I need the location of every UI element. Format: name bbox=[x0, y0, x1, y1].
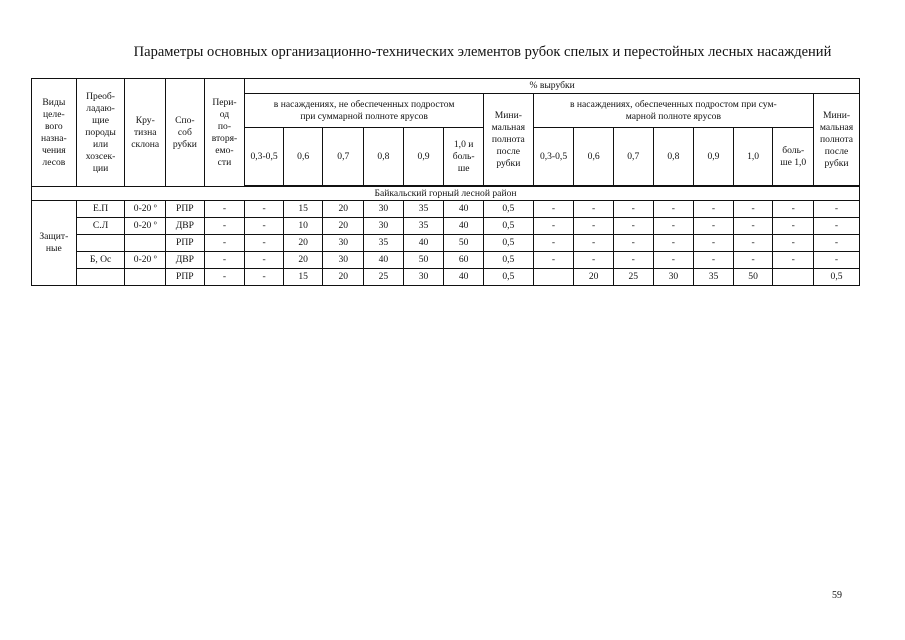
data-cell: - bbox=[733, 252, 773, 269]
method-cell: РПР bbox=[166, 201, 205, 218]
species-cell bbox=[76, 269, 125, 286]
subheader-unsecured: 0,3-0,5 bbox=[245, 128, 284, 186]
min-density-cell: 0,5 bbox=[814, 269, 860, 286]
parameters-table bbox=[31, 78, 860, 286]
min-density-cell: - bbox=[814, 201, 860, 218]
header-purpose: Виды целе- вого назна- чения лесов bbox=[32, 79, 77, 187]
data-cell: 60 bbox=[444, 252, 484, 269]
subheader-secured: 1,0 bbox=[733, 128, 773, 186]
data-cell: - bbox=[613, 218, 653, 235]
period-cell: - bbox=[204, 269, 245, 286]
data-cell: - bbox=[773, 201, 814, 218]
subheader-unsecured: 0,8 bbox=[364, 128, 404, 186]
data-cell: - bbox=[694, 201, 734, 218]
slope-cell: 0-20 º bbox=[125, 201, 166, 218]
header-min-density-2: Мини- мальная полнота после рубки bbox=[814, 94, 860, 186]
data-cell: 20 bbox=[323, 201, 364, 218]
header-method: Спо- соб рубки bbox=[166, 79, 205, 187]
data-cell: 40 bbox=[444, 269, 484, 286]
data-cell bbox=[773, 269, 814, 286]
data-cell: - bbox=[245, 269, 284, 286]
data-cell bbox=[533, 269, 574, 286]
data-cell: - bbox=[733, 218, 773, 235]
period-cell: - bbox=[204, 235, 245, 252]
data-cell: - bbox=[245, 252, 284, 269]
min-density-cell: - bbox=[814, 252, 860, 269]
subheader-unsecured: 0,7 bbox=[323, 128, 364, 186]
subheader-unsecured: 0,6 bbox=[283, 128, 323, 186]
data-cell: 40 bbox=[444, 218, 484, 235]
page-number: 59 bbox=[832, 590, 842, 601]
data-cell: 30 bbox=[364, 201, 404, 218]
min-density-cell: 0,5 bbox=[483, 218, 533, 235]
data-cell: 40 bbox=[403, 235, 444, 252]
method-cell: ДВР bbox=[166, 252, 205, 269]
data-cell: - bbox=[574, 252, 614, 269]
data-cell: 25 bbox=[613, 269, 653, 286]
data-cell: - bbox=[613, 252, 653, 269]
data-cell: - bbox=[653, 218, 694, 235]
slope-cell bbox=[125, 235, 166, 252]
data-cell: 40 bbox=[364, 252, 404, 269]
species-cell: Е.П bbox=[76, 201, 125, 218]
data-cell: 15 bbox=[283, 269, 323, 286]
slope-cell bbox=[125, 269, 166, 286]
data-cell: - bbox=[574, 235, 614, 252]
method-cell: РПР bbox=[166, 235, 205, 252]
data-cell: - bbox=[533, 235, 574, 252]
data-cell: - bbox=[773, 218, 814, 235]
subheader-secured: боль- ше 1,0 bbox=[773, 128, 814, 186]
data-cell: 25 bbox=[364, 269, 404, 286]
data-cell: - bbox=[574, 218, 614, 235]
data-cell: - bbox=[245, 218, 284, 235]
header-group-secured: в насаждениях, обеспеченных подростом при сум- марной полноте ярусов bbox=[533, 94, 813, 128]
data-cell: - bbox=[574, 201, 614, 218]
header-period: Пери- од по- вторя- емо- сти bbox=[204, 79, 245, 187]
data-cell: 30 bbox=[323, 235, 364, 252]
data-cell: 20 bbox=[323, 218, 364, 235]
page-title: Параметры основных организационно-технических элементов рубок спелых и перестойных лесных насаждений bbox=[133, 44, 832, 60]
header-min-density-1: Мини- мальная полнота после рубки bbox=[483, 94, 533, 186]
min-density-cell: 0,5 bbox=[483, 201, 533, 218]
data-cell: 35 bbox=[364, 235, 404, 252]
data-cell: 15 bbox=[283, 201, 323, 218]
subheader-secured: 0,6 bbox=[574, 128, 614, 186]
subheader-unsecured: 1,0 и боль- ше bbox=[444, 128, 484, 186]
data-cell: - bbox=[694, 252, 734, 269]
data-cell: 50 bbox=[444, 235, 484, 252]
data-cell: - bbox=[653, 235, 694, 252]
data-cell: - bbox=[773, 252, 814, 269]
data-cell: - bbox=[613, 201, 653, 218]
data-cell: 35 bbox=[403, 218, 444, 235]
data-cell: - bbox=[533, 252, 574, 269]
subheader-secured: 0,9 bbox=[694, 128, 734, 186]
header-species: Преоб- ладаю- щие породы или хозсек- ции bbox=[76, 79, 125, 187]
min-density-cell: - bbox=[814, 218, 860, 235]
method-cell: ДВР bbox=[166, 218, 205, 235]
data-cell: - bbox=[733, 235, 773, 252]
data-cell: 10 bbox=[283, 218, 323, 235]
data-cell: 30 bbox=[364, 218, 404, 235]
data-cell: 20 bbox=[323, 269, 364, 286]
subheader-secured: 0,3-0,5 bbox=[533, 128, 574, 186]
data-cell: 50 bbox=[733, 269, 773, 286]
data-cell: 35 bbox=[694, 269, 734, 286]
data-cell: - bbox=[245, 235, 284, 252]
data-cell: - bbox=[653, 201, 694, 218]
data-cell: 30 bbox=[403, 269, 444, 286]
data-cell: - bbox=[773, 235, 814, 252]
data-cell: - bbox=[694, 235, 734, 252]
data-cell: 30 bbox=[323, 252, 364, 269]
data-cell: - bbox=[533, 218, 574, 235]
header-slope: Кру- тизна склона bbox=[125, 79, 166, 187]
period-cell: - bbox=[204, 252, 245, 269]
data-cell: 20 bbox=[574, 269, 614, 286]
period-cell: - bbox=[204, 218, 245, 235]
subheader-secured: 0,7 bbox=[613, 128, 653, 186]
header-group-unsecured: в насаждениях, не обеспеченных подростом при суммарной полноте ярусов bbox=[245, 94, 484, 128]
data-cell: - bbox=[694, 218, 734, 235]
slope-cell: 0-20 º bbox=[125, 252, 166, 269]
period-cell: - bbox=[204, 201, 245, 218]
data-cell: 20 bbox=[283, 252, 323, 269]
min-density-cell: 0,5 bbox=[483, 235, 533, 252]
region-row: Байкальский горный лесной район bbox=[32, 187, 860, 201]
subheader-secured: 0,8 bbox=[653, 128, 694, 186]
min-density-cell: 0,5 bbox=[483, 252, 533, 269]
min-density-cell: 0,5 bbox=[483, 269, 533, 286]
subheader-unsecured: 0,9 bbox=[403, 128, 444, 186]
min-density-cell: - bbox=[814, 235, 860, 252]
data-cell: - bbox=[653, 252, 694, 269]
slope-cell: 0-20 º bbox=[125, 218, 166, 235]
data-cell: - bbox=[533, 201, 574, 218]
data-cell: 40 bbox=[444, 201, 484, 218]
species-cell: Б, Ос bbox=[76, 252, 125, 269]
data-cell: - bbox=[733, 201, 773, 218]
data-cell: 50 bbox=[403, 252, 444, 269]
data-cell: - bbox=[613, 235, 653, 252]
species-cell: С.Л bbox=[76, 218, 125, 235]
data-cell: 20 bbox=[283, 235, 323, 252]
data-cell: 30 bbox=[653, 269, 694, 286]
method-cell: РПР bbox=[166, 269, 205, 286]
header-percent-felling: % вырубки bbox=[245, 79, 860, 94]
purpose-cell: Защит- ные bbox=[32, 201, 77, 286]
data-cell: 35 bbox=[403, 201, 444, 218]
data-cell: - bbox=[245, 201, 284, 218]
species-cell bbox=[76, 235, 125, 252]
